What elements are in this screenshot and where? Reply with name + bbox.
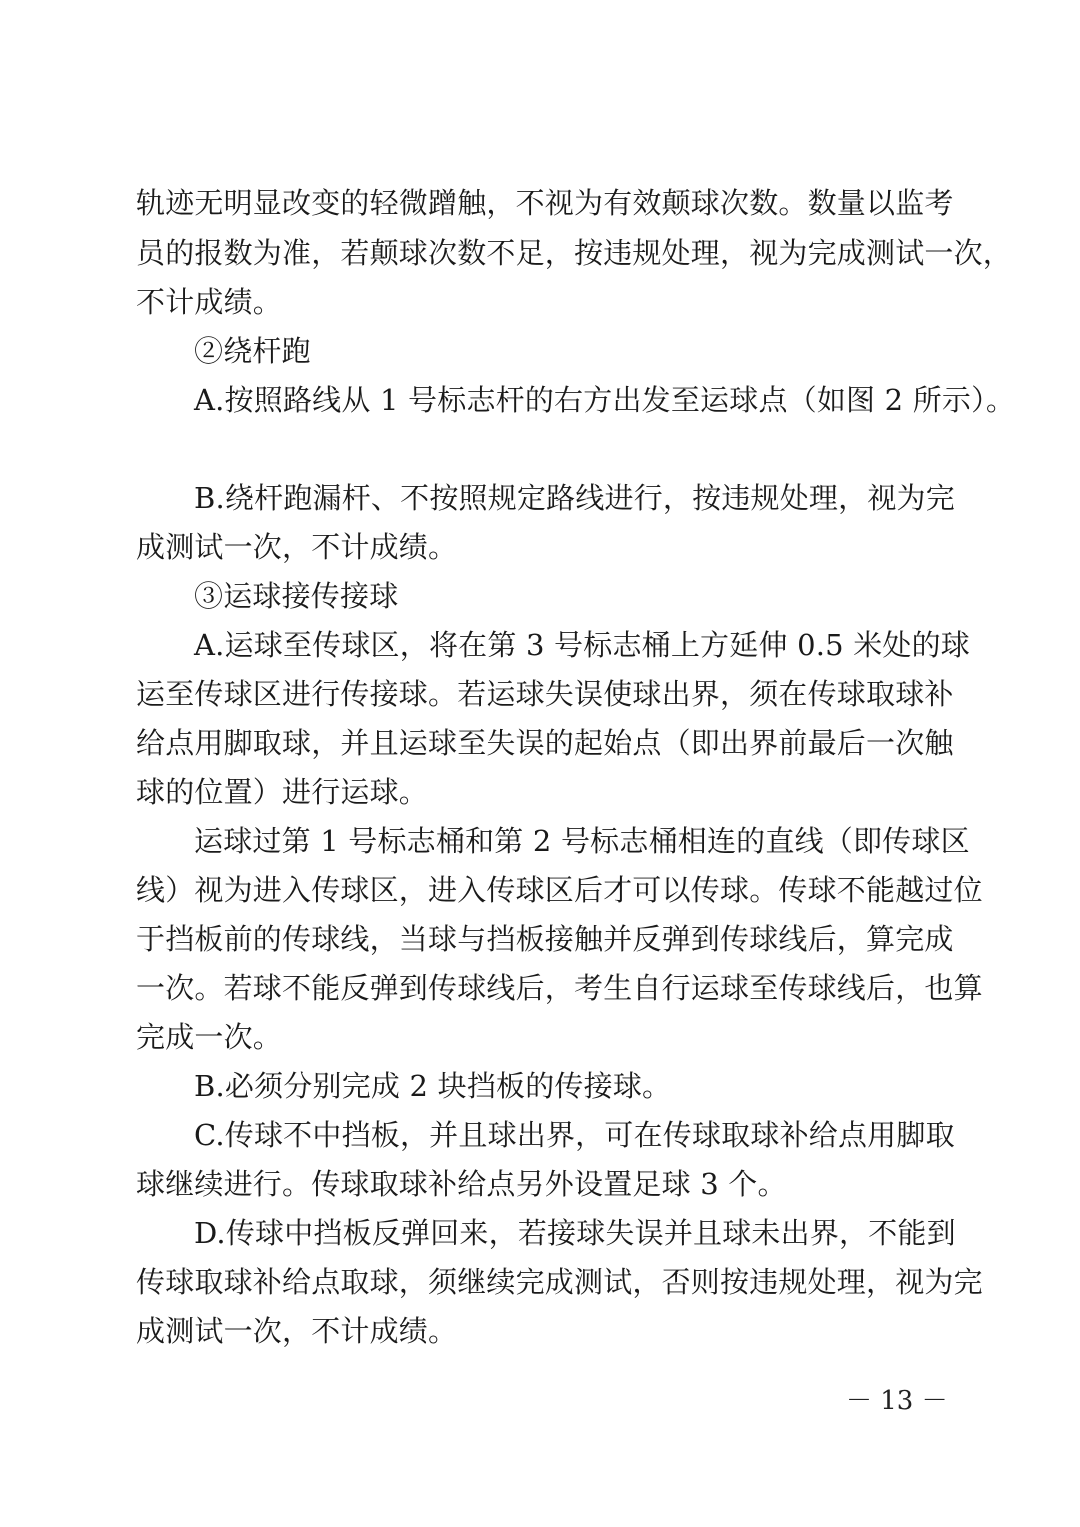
page-number: － 13 － [846, 1386, 948, 1416]
text-line: 线）视为进入传球区，进入传球区后才可以传球。传球不能越过位 [136, 873, 983, 907]
section-heading: ③运球接传接球 [194, 579, 399, 613]
text-line: 一次。若球不能反弹到传球线后，考生自行运球至传球线后，也算 [136, 971, 983, 1005]
text-line: A.运球至传球区，将在第 3 号标志桶上方延伸 0.5 米处的球 [194, 628, 971, 662]
text-line: 不计成绩。 [136, 285, 283, 319]
text-line: 球的位置）进行运球。 [136, 775, 429, 809]
text-line: B.必须分别完成 2 块挡板的传接球。 [194, 1069, 672, 1103]
text-line: C.传球不中挡板，并且球出界，可在传球取球补给点用脚取 [194, 1118, 955, 1152]
text-line: 传球取球补给点取球，须继续完成测试，否则按违规处理，视为完 [136, 1265, 983, 1299]
text-line: D.传球中挡板反弹回来，若接球失误并且球未出界，不能到 [194, 1216, 956, 1250]
text-line: 运球过第 1 号标志桶和第 2 号标志桶相连的直线（即传球区 [194, 824, 970, 858]
text-line: 轨迹无明显改变的轻微蹭触，不视为有效颠球次数。数量以监考 [136, 186, 954, 220]
text-line: 球继续进行。传球取球补给点另外设置足球 3 个。 [136, 1167, 787, 1201]
text-line: 完成一次。 [136, 1020, 283, 1054]
text-line: 给点用脚取球，并且运球至失误的起始点（即出界前最后一次触 [136, 726, 954, 760]
text-line: 员的报数为准，若颠球次数不足，按违规处理，视为完成测试一次， [136, 236, 1013, 270]
section-heading: ②绕杆跑 [194, 334, 311, 368]
text-line: 运至传球区进行传接球。若运球失误使球出界，须在传球取球补 [136, 677, 954, 711]
text-line: A.按照路线从 1 号标志杆的右方出发至运球点（如图 2 所示）。 [194, 383, 1016, 417]
text-line: 成测试一次，不计成绩。 [136, 530, 458, 564]
text-line: B.绕杆跑漏杆、不按照规定路线进行，按违规处理，视为完 [194, 481, 955, 515]
text-line: 成测试一次，不计成绩。 [136, 1314, 458, 1348]
text-line: 于挡板前的传球线，当球与挡板接触并反弹到传球线后，算完成 [136, 922, 954, 956]
